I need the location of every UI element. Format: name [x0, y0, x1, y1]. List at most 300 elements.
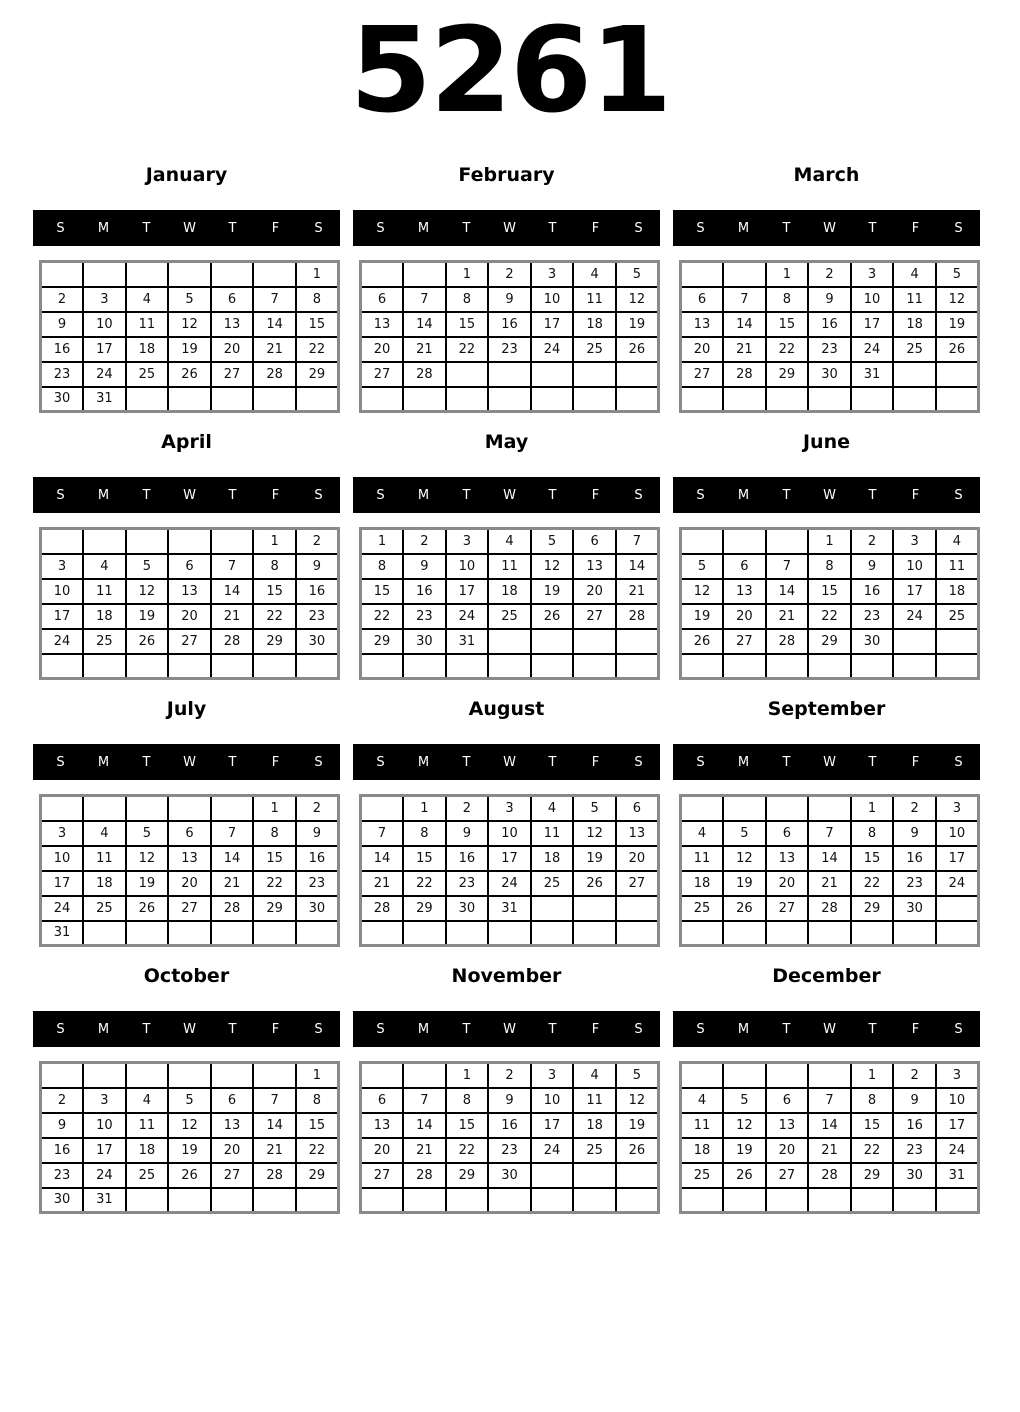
day-cell: 24: [446, 604, 489, 629]
day-cell-empty: [573, 362, 616, 387]
weekday-label: S: [954, 487, 963, 503]
day-cell: 5: [573, 796, 616, 821]
day-cell: 7: [403, 287, 446, 312]
weekday-header-row: [673, 477, 980, 513]
day-cell-empty: [723, 1063, 766, 1088]
day-cell: 3: [488, 796, 531, 821]
day-cell-empty: [126, 1063, 169, 1088]
day-cell: 9: [41, 1113, 84, 1138]
day-cell-empty: [488, 629, 531, 654]
day-cell: 14: [723, 312, 766, 337]
week-row: [681, 1063, 979, 1088]
day-cell: 4: [573, 262, 616, 287]
month-day-grid: [679, 260, 980, 413]
month-june: [673, 431, 980, 680]
day-cell: 14: [253, 312, 296, 337]
weekday-label: S: [56, 1021, 65, 1037]
day-cell: 20: [681, 337, 724, 362]
day-cell: 1: [446, 1063, 489, 1088]
day-cell-empty: [808, 1063, 851, 1088]
day-cell: 2: [488, 1063, 531, 1088]
day-cell: 7: [766, 554, 809, 579]
day-cell-empty: [126, 654, 169, 679]
day-cell-empty: [723, 387, 766, 412]
weekday-label: F: [911, 220, 920, 236]
day-cell: 16: [808, 312, 851, 337]
day-cell: 12: [168, 312, 211, 337]
day-cell: 1: [296, 262, 339, 287]
week-row: [681, 262, 979, 287]
day-cell-empty: [211, 1063, 254, 1088]
weekday-label: W: [823, 754, 836, 770]
day-cell-empty: [681, 262, 724, 287]
day-cell: 7: [211, 554, 254, 579]
day-cell: 19: [573, 846, 616, 871]
day-cell: 19: [936, 312, 979, 337]
weekday-header-row: [353, 210, 660, 246]
day-cell-empty: [573, 896, 616, 921]
day-cell: 22: [766, 337, 809, 362]
day-cell: 11: [126, 312, 169, 337]
day-cell-empty: [936, 362, 979, 387]
week-row: [361, 821, 659, 846]
day-cell: 30: [808, 362, 851, 387]
day-cell: 28: [616, 604, 659, 629]
day-cell: 18: [893, 312, 936, 337]
day-cell: 2: [296, 796, 339, 821]
day-cell-empty: [616, 1188, 659, 1213]
weekday-label: M: [417, 754, 430, 770]
week-row: [361, 604, 659, 629]
day-cell: 11: [893, 287, 936, 312]
weekday-label: S: [696, 487, 705, 503]
month-april: [33, 431, 340, 680]
day-cell-empty: [296, 654, 339, 679]
weekday-label: M: [737, 487, 750, 503]
day-cell: 12: [531, 554, 574, 579]
day-cell: 26: [573, 871, 616, 896]
week-row: [681, 654, 979, 679]
weekday-label: W: [503, 754, 516, 770]
day-cell: 12: [126, 579, 169, 604]
day-cell-empty: [766, 1188, 809, 1213]
day-cell-empty: [573, 629, 616, 654]
day-cell: 13: [681, 312, 724, 337]
month-february: [353, 164, 660, 413]
day-cell-empty: [446, 387, 489, 412]
weekday-label: S: [634, 1021, 643, 1037]
day-cell: 9: [488, 287, 531, 312]
weekday-label: W: [823, 487, 836, 503]
day-cell: 29: [296, 1163, 339, 1188]
day-cell: 24: [893, 604, 936, 629]
week-row: [681, 579, 979, 604]
weekday-label: F: [271, 754, 280, 770]
weekday-label: T: [782, 1021, 791, 1037]
day-cell: 18: [531, 846, 574, 871]
day-cell: 11: [126, 1113, 169, 1138]
weekday-label: S: [954, 1021, 963, 1037]
day-cell: 19: [126, 871, 169, 896]
day-cell-empty: [168, 796, 211, 821]
day-cell: 20: [211, 1138, 254, 1163]
day-cell-empty: [168, 1188, 211, 1213]
day-cell-empty: [168, 654, 211, 679]
week-row: [681, 1113, 979, 1138]
day-cell-empty: [936, 629, 979, 654]
weekday-label: T: [782, 487, 791, 503]
day-cell: 1: [851, 1063, 894, 1088]
weekday-header-row: [673, 744, 980, 780]
month-title: June: [802, 431, 850, 454]
day-cell-empty: [936, 1188, 979, 1213]
day-cell-empty: [253, 921, 296, 946]
week-row: [681, 337, 979, 362]
day-cell-empty: [361, 1063, 404, 1088]
day-cell: 7: [211, 821, 254, 846]
day-cell-empty: [808, 921, 851, 946]
weekday-label: W: [823, 1021, 836, 1037]
day-cell: 31: [41, 921, 84, 946]
day-cell: 2: [41, 287, 84, 312]
day-cell-empty: [361, 1188, 404, 1213]
week-row: [681, 796, 979, 821]
day-cell: 12: [126, 846, 169, 871]
day-cell-empty: [446, 1188, 489, 1213]
day-cell: 7: [616, 529, 659, 554]
day-cell: 5: [531, 529, 574, 554]
week-row: [361, 1063, 659, 1088]
day-cell: 27: [211, 362, 254, 387]
day-cell: 1: [851, 796, 894, 821]
day-cell: 19: [126, 604, 169, 629]
day-cell: 6: [361, 287, 404, 312]
day-cell-empty: [681, 921, 724, 946]
day-cell: 29: [446, 1163, 489, 1188]
day-cell: 21: [723, 337, 766, 362]
day-cell-empty: [723, 921, 766, 946]
day-cell: 1: [253, 796, 296, 821]
day-cell: 9: [488, 1088, 531, 1113]
day-cell: 7: [403, 1088, 446, 1113]
month-title: October: [143, 965, 230, 988]
month-day-grid: [359, 527, 660, 680]
weekday-label: F: [271, 220, 280, 236]
weekday-header-row: [33, 744, 340, 780]
day-cell: 20: [168, 871, 211, 896]
day-cell: 4: [126, 1088, 169, 1113]
day-cell-empty: [616, 362, 659, 387]
day-cell: 7: [253, 1088, 296, 1113]
day-cell: 5: [126, 554, 169, 579]
day-cell: 13: [211, 1113, 254, 1138]
weekday-label: S: [376, 487, 385, 503]
day-cell: 19: [723, 871, 766, 896]
day-cell: 1: [296, 1063, 339, 1088]
day-cell-empty: [83, 921, 126, 946]
week-row: [681, 846, 979, 871]
day-cell: 26: [168, 362, 211, 387]
week-row: [681, 821, 979, 846]
day-cell: 28: [253, 1163, 296, 1188]
day-cell: 3: [936, 796, 979, 821]
day-cell: 6: [616, 796, 659, 821]
weekday-label: M: [737, 220, 750, 236]
year-title: 5261: [349, 1, 671, 139]
day-cell-empty: [403, 262, 446, 287]
week-row: [681, 921, 979, 946]
day-cell: 23: [296, 871, 339, 896]
day-cell: 22: [361, 604, 404, 629]
weekday-label: S: [954, 220, 963, 236]
weekday-label: T: [462, 1021, 471, 1037]
week-row: [41, 1188, 339, 1213]
day-cell: 21: [253, 1138, 296, 1163]
day-cell-empty: [531, 387, 574, 412]
day-cell: 9: [851, 554, 894, 579]
day-cell: 15: [253, 579, 296, 604]
day-cell: 23: [41, 362, 84, 387]
week-row: [361, 529, 659, 554]
day-cell: 8: [808, 554, 851, 579]
day-cell-empty: [83, 796, 126, 821]
weekday-label: W: [183, 487, 196, 503]
day-cell: 29: [808, 629, 851, 654]
day-cell: 1: [403, 796, 446, 821]
day-cell: 8: [296, 1088, 339, 1113]
day-cell: 24: [83, 1163, 126, 1188]
day-cell-empty: [808, 387, 851, 412]
week-row: [41, 1138, 339, 1163]
day-cell: 30: [446, 896, 489, 921]
day-cell-empty: [361, 387, 404, 412]
day-cell: 3: [83, 1088, 126, 1113]
weekday-header-row: [353, 1011, 660, 1047]
week-row: [361, 387, 659, 412]
day-cell-empty: [681, 529, 724, 554]
week-row: [361, 629, 659, 654]
day-cell: 8: [851, 821, 894, 846]
week-row: [361, 1113, 659, 1138]
day-cell: 20: [616, 846, 659, 871]
day-cell: 14: [211, 846, 254, 871]
weekday-label: T: [868, 1021, 877, 1037]
week-row: [361, 896, 659, 921]
day-cell: 25: [126, 362, 169, 387]
day-cell: 4: [573, 1063, 616, 1088]
day-cell-empty: [403, 921, 446, 946]
day-cell: 24: [936, 1138, 979, 1163]
month-may: [353, 431, 660, 680]
day-cell: 27: [766, 1163, 809, 1188]
day-cell: 17: [446, 579, 489, 604]
day-cell: 4: [126, 287, 169, 312]
day-cell-empty: [531, 362, 574, 387]
day-cell: 21: [253, 337, 296, 362]
day-cell: 7: [361, 821, 404, 846]
day-cell: 11: [681, 1113, 724, 1138]
weekday-header-row: [673, 210, 980, 246]
day-cell: 11: [531, 821, 574, 846]
day-cell-empty: [723, 529, 766, 554]
day-cell: 11: [936, 554, 979, 579]
day-cell: 6: [766, 821, 809, 846]
day-cell: 16: [893, 846, 936, 871]
day-cell: 14: [616, 554, 659, 579]
weekday-label: S: [376, 220, 385, 236]
day-cell: 29: [253, 896, 296, 921]
weekday-label: S: [696, 754, 705, 770]
day-cell-empty: [893, 387, 936, 412]
weekday-label: M: [97, 487, 110, 503]
day-cell: 4: [488, 529, 531, 554]
day-cell: 30: [41, 387, 84, 412]
day-cell: 19: [681, 604, 724, 629]
day-cell: 14: [403, 312, 446, 337]
week-row: [41, 387, 339, 412]
day-cell: 29: [851, 1163, 894, 1188]
day-cell-empty: [573, 387, 616, 412]
weekday-label: S: [56, 220, 65, 236]
week-row: [361, 846, 659, 871]
week-row: [361, 1138, 659, 1163]
day-cell: 4: [936, 529, 979, 554]
week-row: [681, 604, 979, 629]
day-cell: 26: [616, 337, 659, 362]
day-cell-empty: [531, 921, 574, 946]
day-cell: 27: [168, 896, 211, 921]
week-row: [361, 362, 659, 387]
day-cell-empty: [766, 796, 809, 821]
day-cell: 7: [808, 821, 851, 846]
day-cell: 2: [808, 262, 851, 287]
day-cell: 17: [531, 312, 574, 337]
day-cell: 29: [296, 362, 339, 387]
day-cell: 15: [851, 1113, 894, 1138]
day-cell: 14: [403, 1113, 446, 1138]
day-cell: 23: [446, 871, 489, 896]
weekday-label: S: [634, 754, 643, 770]
day-cell-empty: [83, 262, 126, 287]
day-cell: 23: [41, 1163, 84, 1188]
day-cell: 2: [893, 796, 936, 821]
day-cell-empty: [723, 262, 766, 287]
weekday-label: F: [271, 1021, 280, 1037]
day-cell: 5: [168, 1088, 211, 1113]
day-cell: 26: [723, 1163, 766, 1188]
day-cell: 15: [296, 312, 339, 337]
day-cell: 4: [893, 262, 936, 287]
day-cell-empty: [488, 921, 531, 946]
day-cell: 21: [808, 1138, 851, 1163]
week-row: [361, 337, 659, 362]
day-cell: 22: [296, 1138, 339, 1163]
day-cell: 21: [808, 871, 851, 896]
week-row: [41, 1088, 339, 1113]
day-cell-empty: [83, 654, 126, 679]
weekday-label: T: [782, 220, 791, 236]
day-cell: 17: [936, 846, 979, 871]
weekday-label: T: [548, 487, 557, 503]
day-cell: 21: [766, 604, 809, 629]
weekday-label: S: [314, 754, 323, 770]
day-cell: 30: [41, 1188, 84, 1213]
day-cell: 23: [893, 871, 936, 896]
day-cell-empty: [893, 654, 936, 679]
week-row: [681, 362, 979, 387]
week-row: [41, 1113, 339, 1138]
day-cell-empty: [851, 387, 894, 412]
day-cell: 29: [766, 362, 809, 387]
day-cell: 15: [296, 1113, 339, 1138]
day-cell: 11: [83, 846, 126, 871]
weekday-header-row: [353, 477, 660, 513]
day-cell: 12: [168, 1113, 211, 1138]
day-cell: 10: [893, 554, 936, 579]
week-row: [41, 262, 339, 287]
day-cell: 3: [41, 554, 84, 579]
day-cell-empty: [723, 1188, 766, 1213]
day-cell: 26: [126, 896, 169, 921]
weekday-label: M: [737, 754, 750, 770]
day-cell: 23: [893, 1138, 936, 1163]
day-cell: 3: [446, 529, 489, 554]
day-cell-empty: [168, 1063, 211, 1088]
day-cell: 9: [296, 821, 339, 846]
weekday-label: W: [183, 754, 196, 770]
month-december: [673, 965, 980, 1214]
day-cell: 10: [446, 554, 489, 579]
day-cell: 6: [766, 1088, 809, 1113]
week-row: [361, 312, 659, 337]
week-row: [41, 337, 339, 362]
day-cell: 29: [851, 896, 894, 921]
day-cell: 12: [616, 1088, 659, 1113]
day-cell: 10: [531, 1088, 574, 1113]
day-cell: 30: [403, 629, 446, 654]
month-march: [673, 164, 980, 413]
day-cell-empty: [573, 1163, 616, 1188]
day-cell-empty: [893, 1188, 936, 1213]
day-cell-empty: [253, 262, 296, 287]
week-row: [41, 796, 339, 821]
day-cell-empty: [83, 529, 126, 554]
day-cell: 17: [41, 604, 84, 629]
day-cell-empty: [766, 387, 809, 412]
day-cell: 1: [766, 262, 809, 287]
day-cell: 23: [488, 337, 531, 362]
day-cell: 6: [211, 1088, 254, 1113]
day-cell-empty: [851, 1188, 894, 1213]
day-cell: 16: [488, 312, 531, 337]
month-september: [673, 698, 980, 947]
day-cell: 16: [851, 579, 894, 604]
day-cell: 28: [766, 629, 809, 654]
day-cell: 19: [616, 1113, 659, 1138]
day-cell: 27: [616, 871, 659, 896]
day-cell: 21: [211, 871, 254, 896]
day-cell-empty: [488, 362, 531, 387]
weekday-label: F: [911, 754, 920, 770]
day-cell: 28: [361, 896, 404, 921]
day-cell: 10: [488, 821, 531, 846]
day-cell: 15: [361, 579, 404, 604]
day-cell: 2: [446, 796, 489, 821]
day-cell-empty: [573, 921, 616, 946]
day-cell-empty: [766, 654, 809, 679]
day-cell: 7: [723, 287, 766, 312]
day-cell: 24: [531, 337, 574, 362]
